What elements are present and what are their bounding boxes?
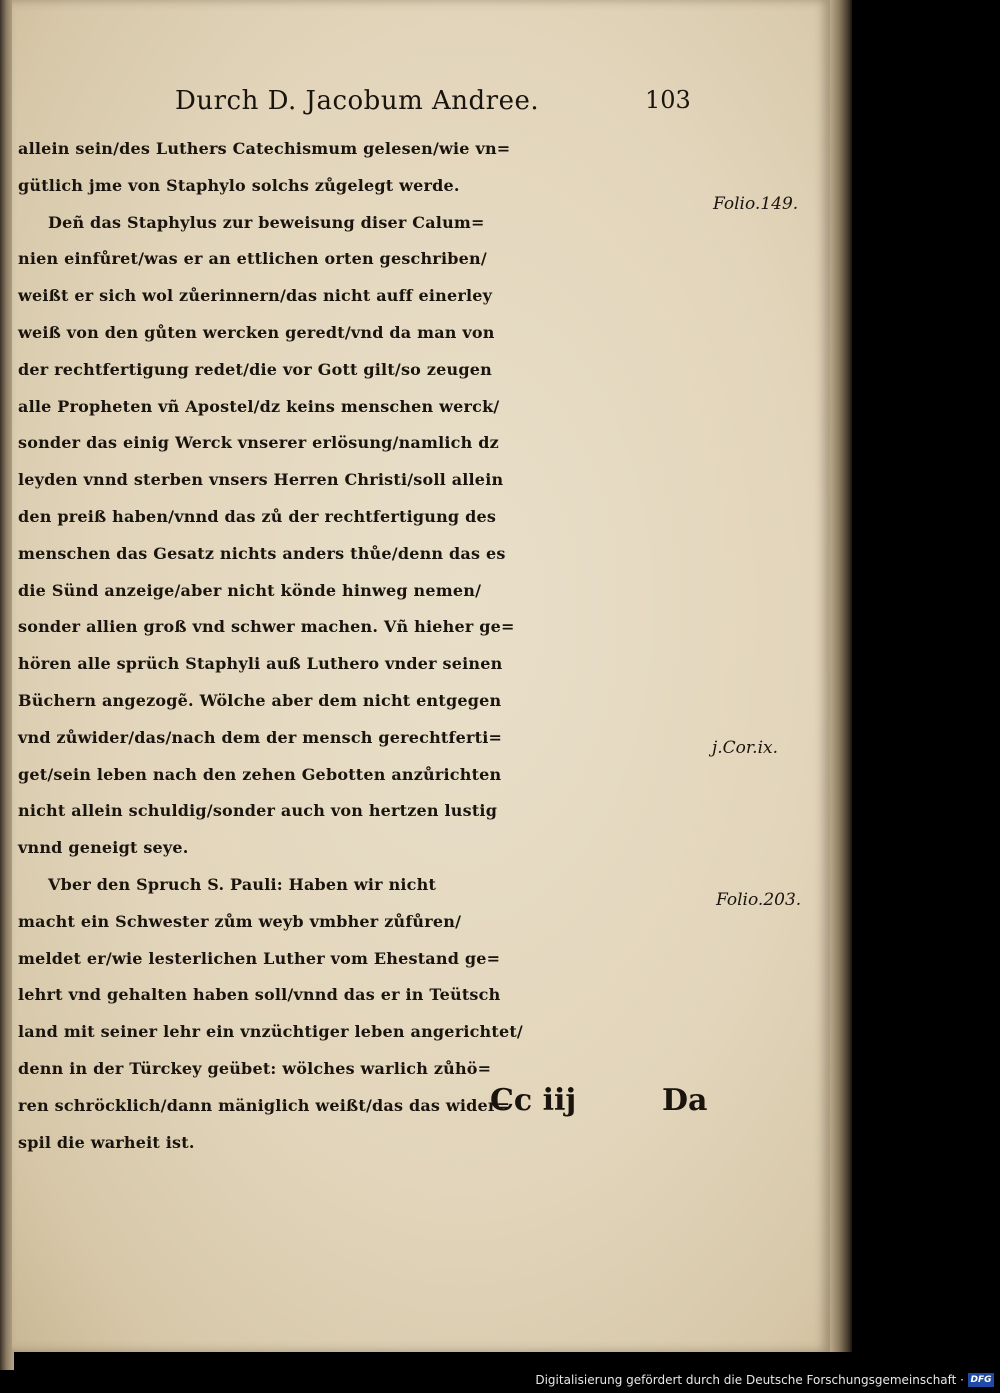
- margin-note-folio-203: Folio.203.: [716, 890, 802, 910]
- catchword: Da: [662, 1083, 708, 1118]
- text-line: den preiß haben/vnnd das zů der rechtfertigung des: [18, 506, 497, 526]
- dfg-logo: DFG: [968, 1373, 994, 1387]
- text-line: land mit seiner lehr ein vnzüchtiger leben angerichtet/: [18, 1022, 523, 1042]
- margin-note-folio-149: Folio.149.: [713, 194, 799, 214]
- text-line: alle Propheten vñ Apostel/dz keins menschen werck/: [18, 396, 500, 416]
- text-line: weiß von den gůten wercken geredt/vnd da man von: [18, 322, 495, 342]
- text-line: gütlich jme von Staphylo solchs zůgelegt werde.: [18, 175, 460, 195]
- page-edge: [830, 0, 852, 1352]
- body-text: [18, 131, 718, 1161]
- text-line: sonder das einig Werck vnserer erlösung/namlich dz: [18, 433, 499, 453]
- text-line: ren schröcklich/dann mäniglich weißt/das das wider=: [18, 1095, 511, 1115]
- text-line: get/sein leben nach den zehen Gebotten anzůrichten: [18, 764, 502, 784]
- margin-note-cor-ix: j.Cor.ix.: [712, 738, 779, 758]
- text-line: lehrt vnd gehalten haben soll/vnnd das er in Teütsch: [18, 985, 501, 1005]
- text-line: nien einfůret/was er an ettlichen orten geschriben/: [18, 249, 487, 269]
- text-line: macht ein Schwester zům weyb vmbher zůfůren/: [18, 911, 462, 931]
- page-number: 103: [645, 86, 691, 114]
- text-line: die Sünd anzeige/aber nicht könde hinweg nemen/: [18, 580, 482, 600]
- text-line: meldet er/wie lesterlichen Luther vom Ehestand ge=: [18, 948, 501, 968]
- text-line: der rechtfertigung redet/die vor Gott gilt/so zeugen: [18, 359, 492, 379]
- text-line: weißt er sich wol zůerinnern/das nicht auff einerley: [18, 286, 493, 306]
- text-line: sonder allien groß vnd schwer machen. Vñ hieher ge=: [18, 617, 515, 637]
- text-line: leyden vnnd sterben vnsers Herren Christi/soll allein: [18, 470, 504, 490]
- footer-bar: [0, 1370, 1000, 1393]
- running-head: Durch D. Jacobum Andree.: [175, 86, 540, 116]
- text-line: vnnd geneigt seye.: [18, 838, 189, 858]
- signature-mark: Cc iij: [490, 1083, 577, 1118]
- funding-credit: Digitalisierung gefördert durch die Deutsche Forschungsgemeinschaft ·: [535, 1373, 964, 1387]
- text-line: Deñ das Staphylus zur beweisung diser Calum=: [48, 212, 485, 232]
- text-line: allein sein/des Luthers Catechismum gelesen/wie vn=: [18, 139, 511, 158]
- text-line: Büchern angezogẽ. Wölche aber dem nicht entgegen: [18, 690, 502, 710]
- text-line: spil die warheit ist.: [18, 1132, 195, 1152]
- text-line: menschen das Gesatz nichts anders thůe/denn das es: [18, 543, 506, 563]
- text-line: Vber den Spruch S. Pauli: Haben wir nicht: [48, 874, 437, 894]
- text-line: nicht allein schuldig/sonder auch von hertzen lustig: [18, 801, 498, 821]
- text-line: hören alle sprüch Staphyli auß Luthero vnder seinen: [18, 654, 503, 674]
- text-line: vnd zůwider/das/nach dem der mensch gerechtferti=: [18, 727, 503, 747]
- text-line: denn in der Türckey geübet: wölches warlich zůhö=: [18, 1058, 492, 1078]
